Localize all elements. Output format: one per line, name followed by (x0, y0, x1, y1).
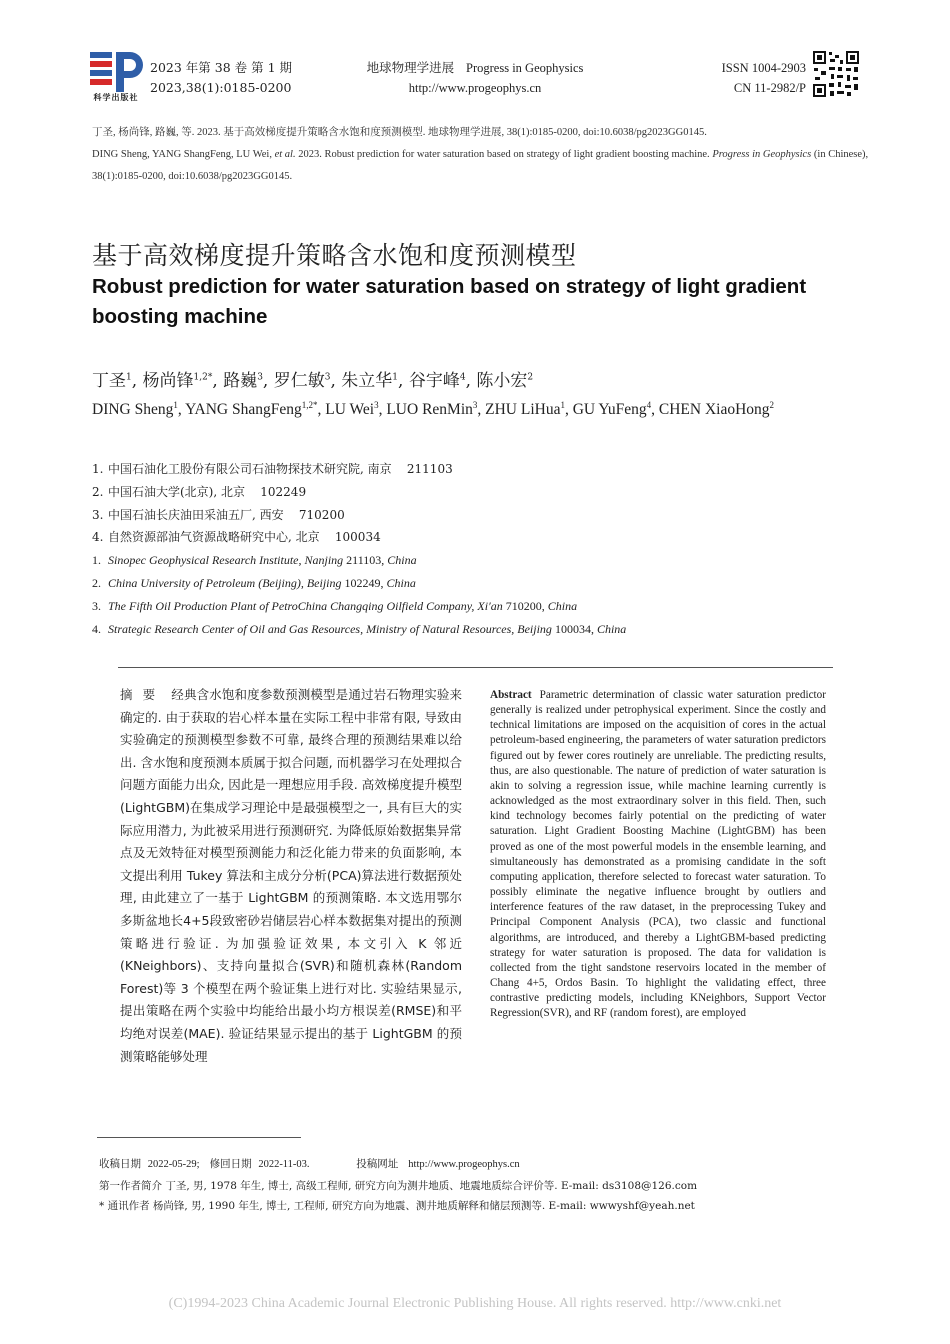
citation-block (92, 122, 872, 188)
citation-en: DING Sheng, YANG ShangFeng, LU Wei, et al. 2023. Robust prediction for water saturation based on strategy of light gradient boosting machine. Progress in Geophysics (in Chinese), 38(1):0185-0200, doi:10.6038/pg2023GG0145. (92, 149, 869, 182)
title-cn: 基于高效梯度提升策略含水饱和度预测模型 (92, 241, 577, 270)
authors-cn: 丁圣$^1$, 杨尚锋$^{1,2*}$, 路巍$^3$, 罗仁敏$^3$, 朱立华$^1$, 谷宇峰$^4$, 陈小宏$^2$ (92, 371, 534, 391)
journal-website[interactable]: http://www.progeophys.cn (408, 81, 542, 95)
dates-line: 收稿日期 2022-05-29; 修回日期 2022-11-03. 投稿网址 http://www.progeophys.cn (99, 1158, 520, 1170)
abstract-en (490, 688, 826, 1021)
affiliation-cn: 3. 中国石油长庆油田采油五厂, 西安 710200 (92, 507, 345, 522)
submit-url[interactable]: http://www.progeophys.cn (408, 1159, 520, 1170)
affiliation-en: 1. Sinopec Geophysical Research Institute, Nanjing 211103, China (92, 553, 417, 568)
affiliation-cn: 4. 自然资源部油气资源战略研究中心, 北京 100034 (92, 530, 381, 545)
abstract-en-label: Abstract (490, 689, 532, 701)
first-author-note: 第一作者简介 丁圣, 男, 1978 年生, 博士, 高级工程师, 研究方向为测井地质、地震地质综合评价等. E-mail: ds3108@126.com (99, 1179, 698, 1192)
qr-code (812, 50, 860, 98)
footnote-divider (97, 1137, 301, 1138)
abstract-cn-text: 经典含水饱和度参数预测模型是通过岩石物理实验来确定的. 由于获取的岩心样本量在实际工程中非常有限, 导致由实验确定的预测模型参数不可靠, 最终合理的预测结果难以给出. 含水饱和度预测本质属于拟合问题, 而机器学习在处理拟合问题方面能力出众, 因此是一理想应用手段. 高效梯度提升模型(LightGBM)在集成学习理论中是最强模型之一, 具有巨大的实际应用潜力, 为此被采用进行预测研究. 为降低原始数据集异常点及无效特征对模型预测能力和泛化能力带来的负面影响, 本文提出利用 Tukey 算法和主成分分析(PCA)算法进行数据预处理, 由此建立了一基于 LightGBM 的预测策略. 本文选用鄂尔多斯盆地长4+5段致密砂岩储层岩心样本数据集对提出的预测策略进行验证. 为加强验证效果, 本文引入 K 邻近(KNeighbors)、支持向量拟合(SVR)和随机森林(Random Forest)等 3 个模型在两个验证集上进行对比. 实验结果显示, 提出策略在两个实验中均能给出最小均方根误差(RMSE)和平均绝对误差(MAE). 验证结果显示提出的基于 LightGBM 的预测策略能够处理 (120, 687, 462, 1064)
qr-code-icon (812, 50, 860, 98)
affiliations (92, 458, 852, 640)
issn-block (690, 58, 806, 98)
affiliation-en: 4. Strategic Research Center of Oil and Gas Resources, Ministry of Natural Resources, Beijing 100034, China (92, 621, 627, 636)
affiliation-cn: 2. 中国石油大学(北京), 北京 102249 (92, 484, 307, 499)
copyright-watermark: (C)1994-2023 China Academic Journal Electronic Publishing House. All rights reserved. http://www.cnki.net (168, 1296, 782, 1311)
abstract-cn-label: 摘要 (120, 687, 166, 702)
abstract-en-text: Parametric determination of classic water saturation predictor generally is realized under petrophysical experiment. Since the costly and technical limitations are imposed on the acquisition of cores in the actual petroleum-based engineering, the parameters of water saturation predictors figured out by fewer cores routinely are unreliable. The predicting results, thus, are also questionable. The nature of prediction of water saturation is akin to solving a regression issue, while machine learning currently is acknowledged as the most extraordinary solver in this field. Then, such kind technology becomes fairly potential on the predicting of water saturation. Light Gradient Boosting Machine (LightGBM) has been proved as one of the most powerful models in the ensemble learning, and simultaneously has demonstrated as a promising candidate in the soft computing application, therefore selected to forecast water saturation. To possibly eliminate the negative influence brought by outliers and interference features of the raw dataset, in the preprocessing Tukey and Principal Component Analysis (PCA), two classic and functional algorithms, are introduced, and thereby a LightGBM-based predicting strategy for water saturation is proposed. The data for validation is collected from the tight sandstone reservoirs located in the member of Chang 4+5, Ordos Basin. To highlight the validating effect, three contrastive predicting models, including KNeighbors, Support Vector Regression(SVR), and RF (random forest), are employed (490, 689, 826, 1020)
authors-en: DING Sheng$^1$, YANG ShangFeng$^{1,2*}$, LU Wei$^3$, LUO RenMin$^3$, ZHU LiHua$^1$, GU YuFeng$^4$, CHEN XiaoHong$^2$ (92, 400, 775, 419)
journal-name-en: Progress in Geophysics (466, 61, 584, 75)
footnotes (99, 1154, 859, 1217)
affiliation-cn: 1. 中国石油化工股份有限公司石油物探技术研究院, 南京 211103 (92, 462, 453, 476)
journal-name-cn: 地球物理学进展 (366, 60, 455, 75)
affiliation-en: 3. The Fifth Oil Production Plant of PetroChina Changqing Oilfield Company, Xi′an 710200, China (92, 598, 578, 613)
affiliation-en: 2. China University of Petroleum (Beijing), Beijing 102249, China (92, 575, 416, 590)
divider (118, 667, 833, 668)
publisher-logo (88, 50, 144, 108)
cn-number: CN 11-2982/P (733, 81, 806, 95)
pages-line: 2023,38(1):0185-0200 (150, 80, 292, 95)
issue-line: 2023 年第 38 卷 第 1 期 (150, 60, 293, 75)
issue-info (150, 58, 292, 98)
title-en: Robust prediction for water saturation based on strategy of light gradient boosting machine (92, 275, 807, 328)
publisher-name: 科学出版社 (93, 92, 139, 102)
abstract-cn (120, 684, 462, 1068)
issn: ISSN 1004-2903 (721, 61, 806, 75)
corresponding-author-note: * 通讯作者 杨尚锋, 男, 1990 年生, 博士, 工程师, 研究方向为地震、测井地质解释和储层预测等. E-mail: wwwyshf@yeah.net (99, 1200, 695, 1212)
citation-cn: 丁圣, 杨尚锋, 路巍, 等. 2023. 基于高效梯度提升策略含水饱和度预测模型. 地球物理学进展, 38(1):0185-0200, doi:10.6038/pg2023GG0145. (92, 127, 707, 138)
journal-header (352, 58, 598, 98)
